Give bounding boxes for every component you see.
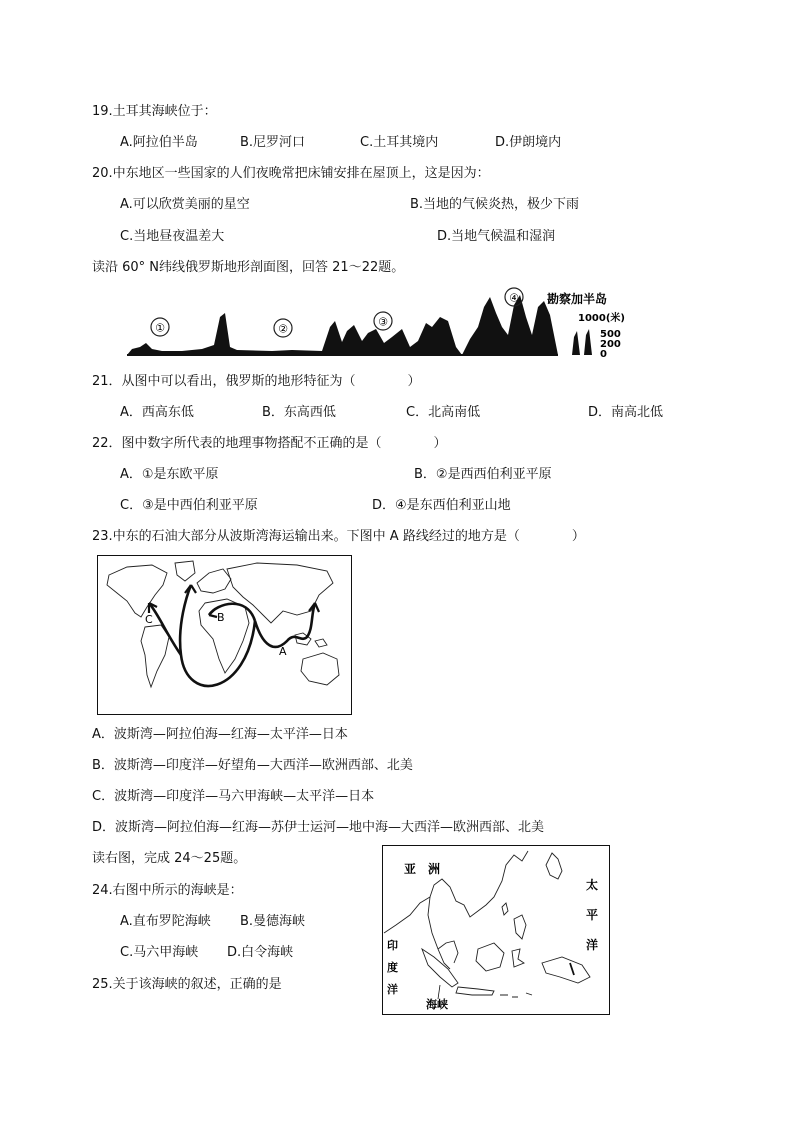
scale-500: 500 <box>600 329 621 340</box>
q20-option-b[interactable]: B.当地的气候炎热，极少下雨 <box>410 197 580 212</box>
asia-label: 亚 洲 <box>404 862 441 876</box>
scale-0: 0 <box>600 349 607 359</box>
q22-option-b[interactable]: B．②是西西伯利亚平原 <box>414 467 552 482</box>
q22-stem: 22．图中数字所代表的地理事物搭配不正确的是（ ） <box>92 436 447 451</box>
q23-option-d[interactable]: D．波斯湾—阿拉伯海—红海—苏伊士运河—地中海—大西洋—欧洲西部、北美 <box>92 820 545 835</box>
route-label-a: A <box>279 645 287 658</box>
profile-marker-4: ④ <box>509 291 519 305</box>
scale-200: 200 <box>600 339 621 350</box>
q22-option-d[interactable]: D．④是东西伯利亚山地 <box>372 498 511 513</box>
q21-option-b[interactable]: B．东高西低 <box>262 405 336 420</box>
q23-option-a[interactable]: A．波斯湾—阿拉伯海—红海—太平洋—日本 <box>92 727 348 742</box>
scale-1000: 1000(米) <box>578 313 625 324</box>
q20-option-a[interactable]: A.可以欣赏美丽的星空 <box>120 197 250 212</box>
q19-option-d[interactable]: D.伊朗境内 <box>495 135 562 150</box>
q19-option-a[interactable]: A.阿拉伯半岛 <box>120 135 198 150</box>
route-label-c: C <box>145 613 153 626</box>
profile-intro: 读沿 60° N纬线俄罗斯地形剖面图，回答 21～22题。 <box>92 260 405 275</box>
q20-stem: 20.中东地区一些国家的人们夜晚常把床铺安排在屋顶上，这是因为： <box>92 166 490 181</box>
q25-stem: 25.关于该海峡的叙述，正确的是 <box>92 977 282 992</box>
russia-terrain-profile <box>122 287 682 359</box>
profile-marker-2: ② <box>278 322 288 336</box>
q19-option-b[interactable]: B.尼罗河口 <box>240 135 306 150</box>
q23-option-b[interactable]: B．波斯湾—印度洋—好望角—大西洋—欧洲西部、北美 <box>92 758 413 773</box>
strait-intro: 读右图，完成 24～25题。 <box>92 851 247 866</box>
q20-option-c[interactable]: C.当地昼夜温差大 <box>120 229 225 244</box>
q24-option-d[interactable]: D.白令海峡 <box>227 945 294 960</box>
indian-label-1: 印 <box>387 939 398 952</box>
indian-label-3: 洋 <box>387 983 398 996</box>
q22-option-c[interactable]: C．③是中西伯利亚平原 <box>120 498 258 513</box>
strait-label: 海峡 <box>426 998 448 1011</box>
q21-option-d[interactable]: D．南高北低 <box>588 405 664 420</box>
q20-option-d[interactable]: D.当地气候温和湿润 <box>437 229 556 244</box>
q19-option-c[interactable]: C.土耳其境内 <box>360 135 439 150</box>
q21-stem: 21．从图中可以看出，俄罗斯的地形特征为（ ） <box>92 374 421 389</box>
q23-option-c[interactable]: C．波斯湾—印度洋—马六甲海峡—太平洋—日本 <box>92 789 375 804</box>
q24-option-b[interactable]: B.曼德海峡 <box>240 914 306 929</box>
q23-stem: 23.中东的石油大部分从波斯湾海运输出来。下图中 A 路线经过的地方是（ ） <box>92 529 585 544</box>
q21-option-c[interactable]: C．北高南低 <box>406 405 481 420</box>
profile-marker-3: ③ <box>378 315 388 329</box>
q24-stem: 24.右图中所示的海峡是： <box>92 883 243 898</box>
profile-marker-1: ① <box>155 321 165 335</box>
q24-option-a[interactable]: A.直布罗陀海峡 <box>120 914 211 929</box>
route-label-b: B <box>217 611 225 624</box>
kamchatka-label: 勘察加半岛 <box>547 292 608 306</box>
pacific-label-1: 太 <box>586 878 599 892</box>
q21-option-a[interactable]: A．西高东低 <box>120 405 194 420</box>
indian-label-2: 度 <box>387 961 398 974</box>
pacific-label-3: 洋 <box>586 938 599 952</box>
q24-option-c[interactable]: C.马六甲海峡 <box>120 945 199 960</box>
pacific-label-2: 平 <box>586 908 599 922</box>
q22-option-a[interactable]: A．①是东欧平原 <box>120 467 219 482</box>
oil-route-map <box>97 555 352 715</box>
q19-stem: 19.土耳其海峡位于： <box>92 104 217 119</box>
strait-map <box>382 845 610 1015</box>
